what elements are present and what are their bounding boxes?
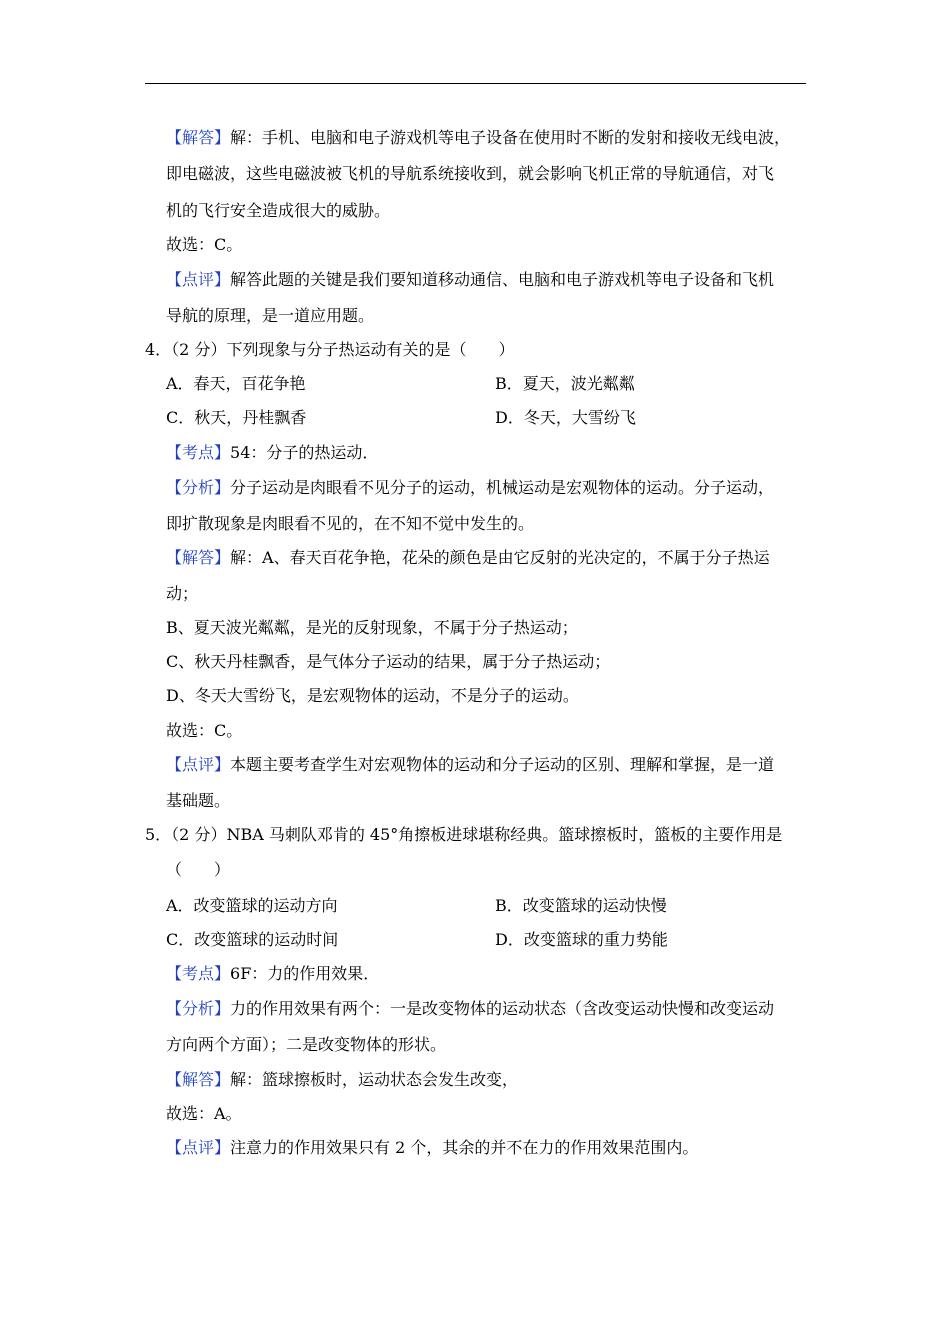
- header-rule: [145, 83, 806, 84]
- question-5-stem: 5．（2 分）NBA 马刺队邓肯的 45°角擦板进球堪称经典。篮球擦板时，篮板的主要作用是: [145, 825, 783, 844]
- text-line: 即扩散现象是肉眼看不见的，在不知不觉中发生的。: [166, 514, 535, 533]
- point-tag: 【考点】: [166, 443, 231, 462]
- text-line: 动；: [166, 584, 199, 603]
- option-b: B．改变篮球的运动快慢: [495, 896, 667, 915]
- text-line: 方向两个方面）；二是改变物体的形状。: [166, 1035, 447, 1054]
- comment-tag: 【点评】: [166, 270, 231, 289]
- point-paragraph: 【考点】6F：力的作用效果．: [166, 964, 380, 983]
- point-tag: 【考点】: [166, 964, 231, 983]
- analysis-tag: 【分析】: [166, 478, 231, 497]
- answer-paragraph: 【解答】解：篮球擦板时，运动状态会发生改变，: [166, 1070, 519, 1089]
- analysis-tag: 【分析】: [166, 999, 231, 1018]
- option-c: C．秋天，丹桂飘香: [166, 408, 307, 427]
- option-d: D．改变篮球的重力势能: [495, 930, 668, 949]
- answer-paragraph: 【解答】解：手机、电脑和电子游戏机等电子设备在使用时不断的发射和接收无线电波，: [166, 128, 791, 147]
- text-line: （ ）: [166, 860, 231, 879]
- comment-paragraph: 【点评】解答此题的关键是我们要知道移动通信、电脑和电子游戏机等电子设备和飞机: [166, 270, 775, 289]
- choice-line: 故选：C。: [166, 721, 243, 740]
- answer-paragraph: 【解答】解：A、春天百花争艳，花朵的颜色是由它反射的光决定的，不属于分子热运: [166, 548, 770, 567]
- text-line: 机的飞行安全造成很大的威胁。: [166, 201, 391, 220]
- option-c: C．改变篮球的运动时间: [166, 930, 339, 949]
- text-line: 导航的原理，是一道应用题。: [166, 306, 375, 325]
- comment-tag: 【点评】: [166, 1138, 231, 1157]
- comment-paragraph: 【点评】注意力的作用效果只有 2 个，其余的并不在力的作用效果范围内。: [166, 1138, 699, 1157]
- comment-paragraph: 【点评】本题主要考查学生对宏观物体的运动和分子运动的区别、理解和掌握，是一道: [166, 755, 775, 774]
- text-line: B、夏天波光粼粼，是光的反射现象，不属于分子热运动；: [166, 618, 578, 637]
- choice-line: 故选：A。: [166, 1104, 242, 1123]
- analysis-paragraph: 【分析】力的作用效果有两个：一是改变物体的运动状态（含改变运动快慢和改变运动: [166, 999, 775, 1018]
- option-b: B．夏天，波光粼粼: [495, 374, 635, 393]
- answer-tag: 【解答】: [166, 1070, 231, 1089]
- text-line: C、秋天丹桂飘香，是气体分子运动的结果，属于分子热运动；: [166, 652, 611, 671]
- answer-tag: 【解答】: [166, 548, 231, 567]
- text-line: D、冬天大雪纷飞，是宏观物体的运动，不是分子的运动。: [166, 686, 579, 705]
- text-line: 即电磁波，这些电磁波被飞机的导航系统接收到，就会影响飞机正常的导航通信，对飞: [166, 164, 775, 183]
- comment-tag: 【点评】: [166, 755, 231, 774]
- option-d: D．冬天，大雪纷飞: [495, 408, 636, 427]
- analysis-paragraph: 【分析】分子运动是肉眼看不见分子的运动，机械运动是宏观物体的运动。分子运动，: [166, 478, 775, 497]
- choice-line: 故选：C。: [166, 235, 243, 254]
- option-a: A．改变篮球的运动方向: [166, 896, 338, 915]
- question-4-stem: 4．（2 分）下列现象与分子热运动有关的是（ ）: [145, 340, 515, 359]
- text-line: 基础题。: [166, 791, 231, 810]
- point-paragraph: 【考点】54：分子的热运动．: [166, 443, 379, 462]
- option-a: A．春天，百花争艳: [166, 374, 306, 393]
- answer-tag: 【解答】: [166, 128, 231, 147]
